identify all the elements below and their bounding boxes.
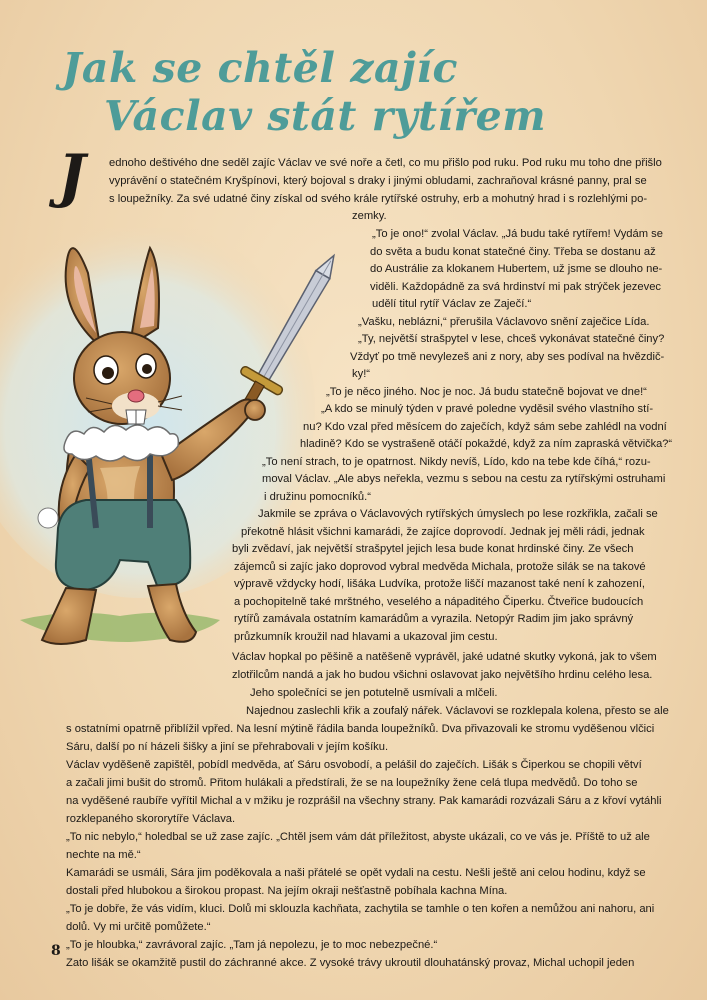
text-line: „To není strach, to je opatrnost. Nikdy nevíš, Lído, kdo na tebe kde číhá,“ rozu-: [262, 456, 651, 468]
text-line: „A kdo se minulý týden v pravé poledne vyděsil svého vlastního stí-: [321, 403, 654, 415]
text-line: výpravě vždycky hodí, lišáka Ludvíka, protože liščí mazanost také není k zahození,: [234, 578, 646, 590]
text-line: Jakmile se zpráva o Václavových rytířských úmyslech po lese rozkřikla, začali se: [258, 508, 658, 520]
text-line: i družinu pomocníků.“: [264, 491, 371, 503]
page-number: 8: [51, 943, 61, 959]
text-line: na vyděšené raubíře vyřítil Michal a v mžiku je rozprášil na všechny strany. Pak kamarádi rozvázali Sáru a z křoví vytáhli: [66, 795, 662, 807]
text-line: do světa a budu konat statečné činy. Třeba se dostanu až: [370, 246, 656, 258]
text-line: zájemců si zajíc jako doprovod vybral medvěda Michala, protože silák se na takové: [234, 561, 646, 573]
text-line: a začali jimi bušit do stromů. Přitom hulákali a předstírali, že se na loupežníky žene celá tlupa medvědů. Do toho se: [66, 777, 638, 789]
drop-cap: J: [58, 142, 86, 210]
text-line: s ostatními opatrně přiblížil vpřed. Na lesní mýtině řádila banda loupežníků. Dva přivazovali ke stromu vyděšenou vlčici: [66, 723, 655, 735]
text-line: „Vašku, neblázni,“ přerušila Václavovo snění zaječice Lída.: [358, 316, 650, 328]
text-line: a pochopitelně také mrštného, veselého a nápaditého Čiperku. Čtveřice budoucích: [234, 596, 644, 608]
text-line: ednoho deštivého dne seděl zajíc Václav ve své noře a četl, co mu přišlo pod ruku. Pod ruku mu toho dne přišlo: [109, 157, 662, 169]
text-line: Jeho společníci se jen potutelně usmívali a mlčeli.: [250, 687, 498, 699]
page-title: [62, 44, 546, 140]
title-line-1: Jak se chtěl zajíc: [62, 44, 458, 92]
text-line: byli zvědaví, jak největší strašpytel jejich lesa bude konat hrdinské činy. Ze všech: [232, 543, 634, 555]
text-line: s loupežníky. Za své udatné činy získal od svého krále rytířské ostruhy, erb a mohutný hrad i s rozlehlými po-: [109, 193, 648, 205]
text-line: Václav vyděšeně zapištěl, pobídl medvěda, ať Sáru osvobodí, a pelášil do zaječích. Lišák s Čiperkou se chopili větví: [66, 759, 642, 771]
text-line: Kamarádi se usmáli, Sára jim poděkovala a naši přátelé se opět vydali na cestu. Nešli ještě ani celou hodinu, když se: [66, 867, 646, 879]
text-line: „To je něco jiného. Noc je noc. Já budu statečně bojovat ve dne!“: [326, 386, 647, 398]
text-line: dolů. Vy mi určitě pomůžete.“: [66, 921, 211, 933]
text-line: „To nic nebylo,“ holedbal se už zase zajíc. „Chtěl jsem vám dát příležitost, abyste ukázali, co ve vás je. Příště to už ale: [66, 831, 650, 843]
text-line: do Austrálie za klokanem Hubertem, už jsme se dlouho ne-: [370, 263, 663, 275]
title-line-2: Václav stát rytířem: [104, 92, 547, 140]
text-line: moval Václav. „Ale abys neřekla, vezmu s sebou na cestu za rytířskými ostruhami: [262, 473, 666, 485]
text-line: Zato lišák se okamžitě pustil do záchranné akce. Z vysoké trávy ukroutil dlouhatánský provaz, Michal uchopil jeden: [66, 957, 635, 969]
text-line: dostali před hlubokou a širokou propast. Na jejím okraji nešťastně pobíhala kachna Mína.: [66, 885, 508, 897]
text-line: Sáru, další po ní házeli šišky a jiní se přehrabovali v jejím košíku.: [66, 741, 389, 753]
text-line: rytířů zamávala ostatním kamarádům a vyrazila. Netopýr Radim jim jako správný: [234, 613, 634, 625]
text-line: Vždyť po tmě nevylezeš ani z nory, aby ses podíval na hvězdič-: [350, 351, 665, 363]
text-line: „Ty, největší strašpytel v lese, chceš vykonávat statečné činy?: [358, 333, 665, 345]
text-line: Václav hopkal po pěšině a natěšeně vyprávěl, jaké udatné skutky vykoná, jak to všem: [232, 651, 657, 663]
text-line: „To je hloubka,“ zavrávoral zajíc. „Tam já nepolezu, je to moc nebezpečné.“: [66, 939, 438, 951]
text-line: „To je ono!“ zvolal Václav. „Já budu také rytířem! Vydám se: [372, 228, 663, 240]
text-line: Najednou zaslechli křik a zoufalý nářek. Václavovi se rozklepala kolena, přesto se ale: [246, 705, 669, 717]
text-line: průzkumník kroužil nad hlavami a ukazoval jim cestu.: [234, 631, 498, 643]
text-line: vyprávění o statečném Kryšpínovi, který bojoval s draky i jinými obludami, zachraňoval krásné panny, pral se: [109, 175, 647, 187]
text-line: „To je dobře, že vás vidím, kluci. Dolů mi sklouzla kachňata, zachytila se tamhle o ten kořen a nemůžou ani nahoru, ani: [66, 903, 655, 915]
text-line: překotně hlásit všichni kamarádi, že zajíce doprovodí. Jednak jej měli rádi, jednak: [241, 526, 645, 538]
text-line: nu? Kdo vzal před měsícem do zaječích, když sám sebe zahlédl na vodní: [303, 421, 667, 433]
text-line: zemky.: [352, 210, 387, 222]
text-line: udělí titul rytíř Václav ze Zaječí.“: [372, 298, 532, 310]
text-line: hladině? Kdo se vystrašeně otáčí pokaždé, když za ním zapraská větvička?“: [300, 438, 673, 450]
text-line: zlotřilcům nandá a jak ho budou všichni oslavovat jako největšího hrdinu celého lesa.: [232, 669, 653, 681]
text-line: ky!“: [352, 368, 371, 380]
text-line: rozklepaného skororytíře Václava.: [66, 813, 236, 825]
text-line: viděli. Každopádně za svá hrdinství mi pak strýček jezevec: [370, 281, 662, 293]
text-line: nechte na mě.“: [66, 849, 141, 861]
